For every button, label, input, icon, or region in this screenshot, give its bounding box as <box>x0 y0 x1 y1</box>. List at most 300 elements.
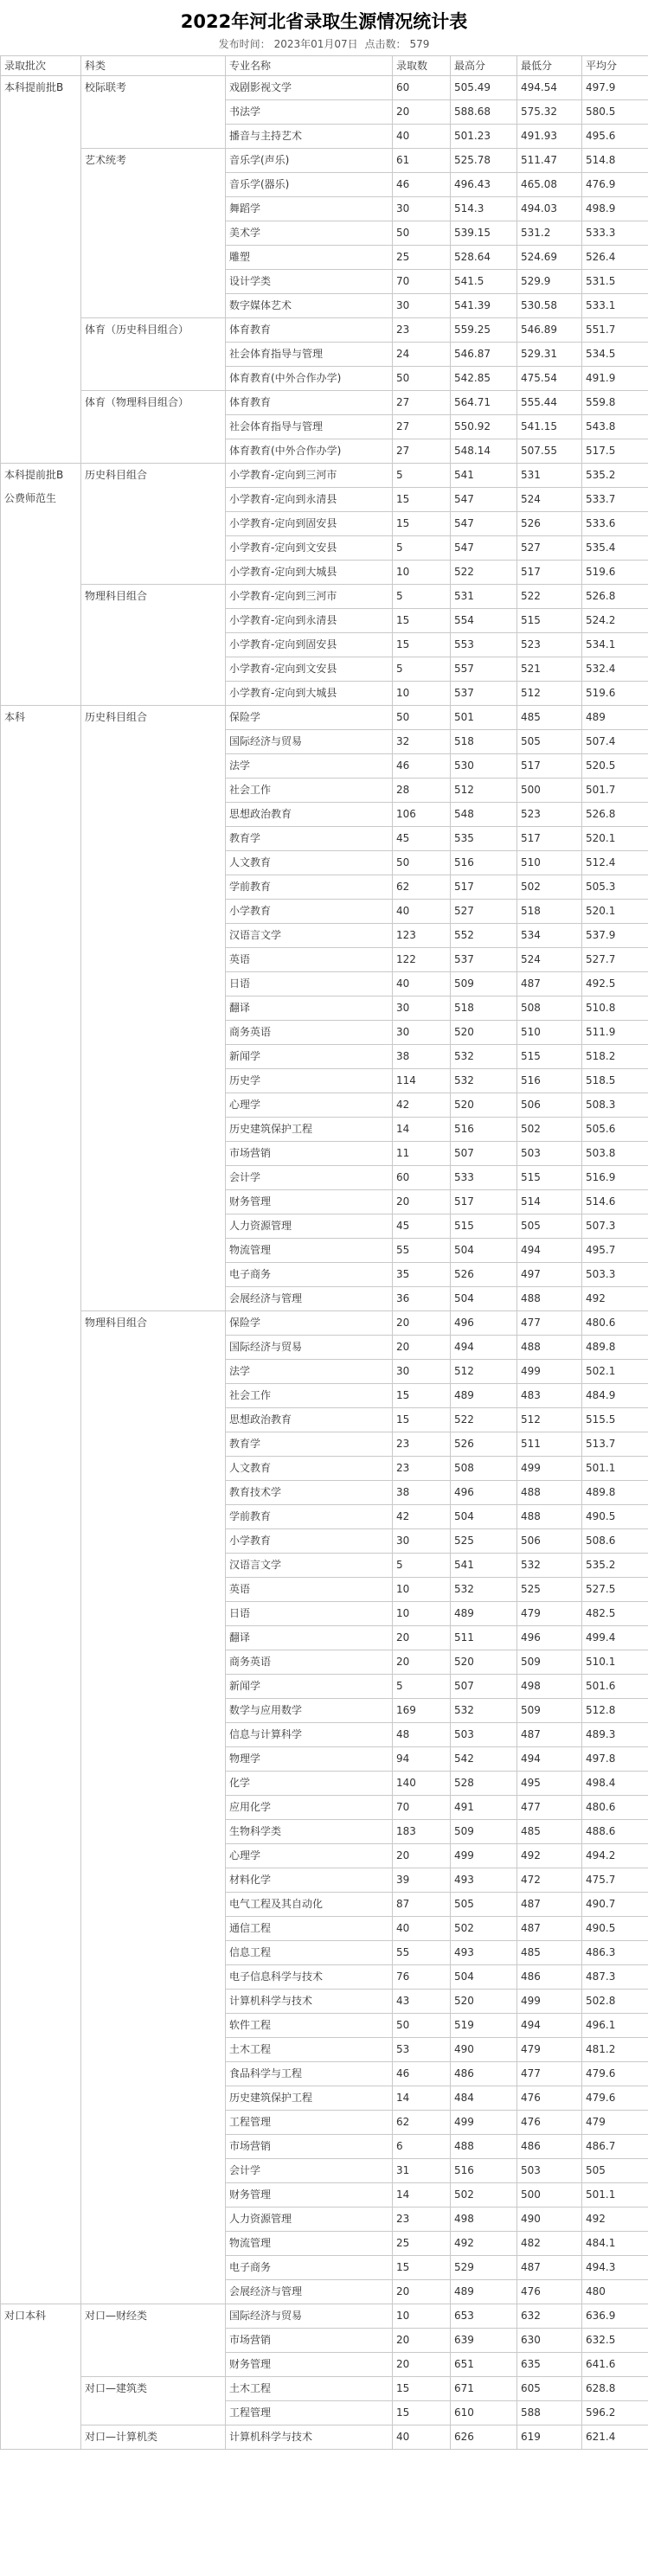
major-cell: 工程管理 <box>226 2401 393 2425</box>
min-score-cell: 503 <box>517 1142 582 1166</box>
avg-score-cell: 492.5 <box>582 972 648 996</box>
max-score-cell: 519 <box>451 2014 517 2038</box>
category-cell: 体育（物理科目组合） <box>81 391 226 464</box>
major-cell: 小学教育-定向到大城县 <box>226 682 393 706</box>
admitted-cell: 40 <box>393 1917 451 1941</box>
major-cell: 国际经济与贸易 <box>226 2304 393 2329</box>
max-score-cell: 610 <box>451 2401 517 2425</box>
max-score-cell: 550.92 <box>451 415 517 439</box>
major-cell: 体育教育 <box>226 391 393 415</box>
batch-cell: 本科提前批B <box>1 76 81 464</box>
major-cell: 食品科学与工程 <box>226 2062 393 2086</box>
min-score-cell: 510 <box>517 851 582 875</box>
avg-score-cell: 520.1 <box>582 827 648 851</box>
max-score-cell: 526 <box>451 1263 517 1287</box>
major-cell: 人力资源管理 <box>226 2208 393 2232</box>
admitted-cell: 10 <box>393 682 451 706</box>
min-score-cell: 494 <box>517 1747 582 1772</box>
major-cell: 小学教育-定向到三河市 <box>226 585 393 609</box>
max-score-cell: 518 <box>451 996 517 1021</box>
major-cell: 翻译 <box>226 996 393 1021</box>
major-cell: 物流管理 <box>226 1239 393 1263</box>
major-cell: 新闻学 <box>226 1675 393 1699</box>
min-score-cell: 524 <box>517 488 582 512</box>
max-score-cell: 559.25 <box>451 318 517 343</box>
avg-score-cell: 526.8 <box>582 803 648 827</box>
page-title: 2022年河北省录取生源情况统计表 <box>180 11 468 32</box>
max-score-cell: 564.71 <box>451 391 517 415</box>
min-score-cell: 509 <box>517 1650 582 1675</box>
major-cell: 商务英语 <box>226 1650 393 1675</box>
min-score-cell: 514 <box>517 1190 582 1214</box>
min-score-cell: 529.31 <box>517 343 582 367</box>
admitted-cell: 60 <box>393 76 451 100</box>
avg-score-cell: 515.5 <box>582 1408 648 1432</box>
major-cell: 市场营销 <box>226 1142 393 1166</box>
min-score-cell: 487 <box>517 1893 582 1917</box>
max-score-cell: 489 <box>451 1384 517 1408</box>
min-score-cell: 527 <box>517 536 582 561</box>
max-score-cell: 498 <box>451 2208 517 2232</box>
major-cell: 信息工程 <box>226 1941 393 1965</box>
major-cell: 应用化学 <box>226 1796 393 1820</box>
min-score-cell: 498 <box>517 1675 582 1699</box>
avg-score-cell: 636.9 <box>582 2304 648 2329</box>
admitted-cell: 23 <box>393 1432 451 1457</box>
avg-score-cell: 505.3 <box>582 875 648 900</box>
admitted-cell: 20 <box>393 1336 451 1360</box>
major-cell: 小学教育-定向到固安县 <box>226 512 393 536</box>
min-score-cell: 477 <box>517 1311 582 1336</box>
admitted-cell: 27 <box>393 415 451 439</box>
views-count: 579 <box>409 38 430 50</box>
admitted-cell: 27 <box>393 439 451 464</box>
admitted-cell: 38 <box>393 1045 451 1069</box>
major-cell: 生物科学类 <box>226 1820 393 1844</box>
major-cell: 思想政治教育 <box>226 1408 393 1432</box>
major-cell: 英语 <box>226 948 393 972</box>
admitted-cell: 40 <box>393 972 451 996</box>
admitted-cell: 20 <box>393 2329 451 2353</box>
max-score-cell: 537 <box>451 682 517 706</box>
avg-score-cell: 479 <box>582 2111 648 2135</box>
admitted-cell: 94 <box>393 1747 451 1772</box>
min-score-cell: 523 <box>517 803 582 827</box>
major-cell: 小学教育 <box>226 900 393 924</box>
max-score-cell: 502 <box>451 1917 517 1941</box>
major-cell: 新闻学 <box>226 1045 393 1069</box>
admitted-cell: 46 <box>393 173 451 197</box>
major-cell: 翻译 <box>226 1626 393 1650</box>
admitted-cell: 6 <box>393 2135 451 2159</box>
max-score-cell: 512 <box>451 1360 517 1384</box>
avg-score-cell: 527.5 <box>582 1578 648 1602</box>
avg-score-cell: 502.1 <box>582 1360 648 1384</box>
admitted-cell: 5 <box>393 1554 451 1578</box>
avg-score-cell: 494.3 <box>582 2256 648 2280</box>
max-score-cell: 547 <box>451 512 517 536</box>
major-cell: 舞蹈学 <box>226 197 393 221</box>
avg-score-cell: 512.4 <box>582 851 648 875</box>
admitted-cell: 70 <box>393 270 451 294</box>
major-cell: 法学 <box>226 754 393 779</box>
admitted-cell: 20 <box>393 1844 451 1868</box>
min-score-cell: 506 <box>517 1093 582 1118</box>
max-score-cell: 503 <box>451 1723 517 1747</box>
max-score-cell: 504 <box>451 1505 517 1529</box>
max-score-cell: 490 <box>451 2038 517 2062</box>
avg-score-cell: 499.4 <box>582 1626 648 1650</box>
category-cell: 历史科目组合 <box>81 706 226 1311</box>
avg-score-cell: 527.7 <box>582 948 648 972</box>
major-cell: 学前教育 <box>226 1505 393 1529</box>
major-cell: 体育教育(中外合作办学) <box>226 439 393 464</box>
major-cell: 日语 <box>226 1602 393 1626</box>
major-cell: 小学教育-定向到永清县 <box>226 609 393 633</box>
major-cell: 社会工作 <box>226 1384 393 1408</box>
major-cell: 保险学 <box>226 1311 393 1336</box>
major-cell: 法学 <box>226 1360 393 1384</box>
max-score-cell: 548 <box>451 803 517 827</box>
admitted-cell: 36 <box>393 1287 451 1311</box>
min-score-cell: 605 <box>517 2377 582 2401</box>
avg-score-cell: 497.9 <box>582 76 648 100</box>
min-score-cell: 492 <box>517 1844 582 1868</box>
min-score-cell: 515 <box>517 1166 582 1190</box>
min-score-cell: 485 <box>517 1941 582 1965</box>
avg-score-cell: 490.5 <box>582 1505 648 1529</box>
min-score-cell: 500 <box>517 2183 582 2208</box>
major-cell: 电子信息科学与技术 <box>226 1965 393 1990</box>
table-row <box>1 1311 648 1336</box>
major-cell: 数学与应用数学 <box>226 1699 393 1723</box>
min-score-cell: 517 <box>517 754 582 779</box>
major-cell: 财务管理 <box>226 1190 393 1214</box>
major-cell: 教育技术学 <box>226 1481 393 1505</box>
admitted-cell: 15 <box>393 2377 451 2401</box>
max-score-cell: 489 <box>451 2280 517 2304</box>
major-cell: 小学教育-定向到永清县 <box>226 488 393 512</box>
admitted-cell: 114 <box>393 1069 451 1093</box>
admitted-cell: 11 <box>393 1142 451 1166</box>
min-score-cell: 488 <box>517 1287 582 1311</box>
admitted-cell: 5 <box>393 657 451 682</box>
max-score-cell: 541.5 <box>451 270 517 294</box>
major-cell: 体育教育(中外合作办学) <box>226 367 393 391</box>
table-row <box>1 706 648 730</box>
avg-score-cell: 524.2 <box>582 609 648 633</box>
admitted-cell: 15 <box>393 2401 451 2425</box>
admitted-cell: 30 <box>393 1021 451 1045</box>
major-cell: 人文教育 <box>226 851 393 875</box>
min-score-cell: 490 <box>517 2208 582 2232</box>
avg-score-cell: 534.5 <box>582 343 648 367</box>
min-score-cell: 488 <box>517 1505 582 1529</box>
max-score-cell: 496 <box>451 1311 517 1336</box>
avg-score-cell: 479.6 <box>582 2062 648 2086</box>
avg-score-cell: 503.8 <box>582 1142 648 1166</box>
max-score-cell: 539.15 <box>451 221 517 246</box>
major-cell: 商务英语 <box>226 1021 393 1045</box>
avg-score-cell: 492 <box>582 2208 648 2232</box>
major-cell: 小学教育-定向到固安县 <box>226 633 393 657</box>
category-cell: 对口—建筑类 <box>81 2377 226 2425</box>
major-cell: 播音与主持艺术 <box>226 125 393 149</box>
avg-score-cell: 489 <box>582 706 648 730</box>
min-score-cell: 517 <box>517 561 582 585</box>
avg-score-cell: 507.3 <box>582 1214 648 1239</box>
admitted-cell: 23 <box>393 1457 451 1481</box>
admitted-cell: 15 <box>393 488 451 512</box>
min-score-cell: 485 <box>517 706 582 730</box>
admitted-cell: 76 <box>393 1965 451 1990</box>
admitted-cell: 42 <box>393 1093 451 1118</box>
admitted-cell: 53 <box>393 2038 451 2062</box>
max-score-cell: 532 <box>451 1045 517 1069</box>
major-cell: 电子商务 <box>226 2256 393 2280</box>
avg-score-cell: 533.6 <box>582 512 648 536</box>
table-row <box>1 585 648 609</box>
major-cell: 历史建筑保护工程 <box>226 1118 393 1142</box>
min-score-cell: 541.15 <box>517 415 582 439</box>
min-score-cell: 477 <box>517 2062 582 2086</box>
major-cell: 社会体育指导与管理 <box>226 415 393 439</box>
max-score-cell: 496 <box>451 1481 517 1505</box>
avg-score-cell: 535.2 <box>582 464 648 488</box>
avg-score-cell: 531.5 <box>582 270 648 294</box>
max-score-cell: 554 <box>451 609 517 633</box>
major-cell: 国际经济与贸易 <box>226 1336 393 1360</box>
max-score-cell: 671 <box>451 2377 517 2401</box>
min-score-cell: 486 <box>517 2135 582 2159</box>
category-cell: 对口—财经类 <box>81 2304 226 2377</box>
batch-cell: 本科 <box>1 706 81 2304</box>
major-cell: 人力资源管理 <box>226 1214 393 1239</box>
major-cell: 电气工程及其自动化 <box>226 1893 393 1917</box>
admitted-cell: 20 <box>393 1626 451 1650</box>
major-cell: 物理学 <box>226 1747 393 1772</box>
max-score-cell: 512 <box>451 779 517 803</box>
max-score-cell: 522 <box>451 1408 517 1432</box>
admitted-cell: 50 <box>393 2014 451 2038</box>
major-cell: 社会工作 <box>226 779 393 803</box>
admitted-cell: 40 <box>393 2425 451 2450</box>
min-score-cell: 486 <box>517 1965 582 1990</box>
avg-score-cell: 488.6 <box>582 1820 648 1844</box>
major-cell: 国际经济与贸易 <box>226 730 393 754</box>
major-cell: 设计学类 <box>226 270 393 294</box>
min-score-cell: 491.93 <box>517 125 582 149</box>
avg-score-cell: 505 <box>582 2159 648 2183</box>
avg-score-cell: 533.3 <box>582 221 648 246</box>
avg-score-cell: 535.4 <box>582 536 648 561</box>
major-cell: 数字媒体艺术 <box>226 294 393 318</box>
min-score-cell: 529.9 <box>517 270 582 294</box>
max-score-cell: 525 <box>451 1529 517 1554</box>
avg-score-cell: 489.8 <box>582 1481 648 1505</box>
admitted-cell: 10 <box>393 2304 451 2329</box>
admitted-cell: 50 <box>393 221 451 246</box>
max-score-cell: 525.78 <box>451 149 517 173</box>
table-row <box>1 2377 648 2401</box>
major-cell: 小学教育-定向到三河市 <box>226 464 393 488</box>
admitted-cell: 15 <box>393 512 451 536</box>
category-cell: 物理科目组合 <box>81 1311 226 2304</box>
major-cell: 汉语言文学 <box>226 1554 393 1578</box>
admitted-cell: 20 <box>393 2353 451 2377</box>
avg-score-cell: 476.9 <box>582 173 648 197</box>
admitted-cell: 30 <box>393 1529 451 1554</box>
max-score-cell: 653 <box>451 2304 517 2329</box>
max-score-cell: 552 <box>451 924 517 948</box>
admitted-cell: 40 <box>393 900 451 924</box>
max-score-cell: 507 <box>451 1675 517 1699</box>
major-cell: 会展经济与管理 <box>226 2280 393 2304</box>
major-cell: 思想政治教育 <box>226 803 393 827</box>
batch-cell: 本科提前批B 公费师范生 <box>1 464 81 706</box>
avg-score-cell: 510.1 <box>582 1650 648 1675</box>
min-score-cell: 507.55 <box>517 439 582 464</box>
major-cell: 历史建筑保护工程 <box>226 2086 393 2111</box>
avg-score-cell: 480 <box>582 2280 648 2304</box>
max-score-cell: 626 <box>451 2425 517 2450</box>
admitted-cell: 10 <box>393 1578 451 1602</box>
admitted-cell: 87 <box>393 1893 451 1917</box>
admitted-cell: 35 <box>393 1263 451 1287</box>
major-cell: 美术学 <box>226 221 393 246</box>
major-cell: 音乐学(声乐) <box>226 149 393 173</box>
major-cell: 心理学 <box>226 1844 393 1868</box>
min-score-cell: 505 <box>517 1214 582 1239</box>
admitted-cell: 61 <box>393 149 451 173</box>
major-cell: 土木工程 <box>226 2377 393 2401</box>
min-score-cell: 487 <box>517 1917 582 1941</box>
admitted-cell: 169 <box>393 1699 451 1723</box>
admitted-cell: 43 <box>393 1990 451 2014</box>
major-cell: 历史学 <box>226 1069 393 1093</box>
max-score-cell: 515 <box>451 1214 517 1239</box>
major-cell: 市场营销 <box>226 2135 393 2159</box>
max-score-cell: 499 <box>451 2111 517 2135</box>
admitted-cell: 46 <box>393 2062 451 2086</box>
max-score-cell: 504 <box>451 1965 517 1990</box>
avg-score-cell: 520.1 <box>582 900 648 924</box>
min-score-cell: 502 <box>517 1118 582 1142</box>
admitted-cell: 24 <box>393 343 451 367</box>
min-score-cell: 488 <box>517 1336 582 1360</box>
admitted-cell: 50 <box>393 851 451 875</box>
avg-score-cell: 489.3 <box>582 1723 648 1747</box>
min-score-cell: 523 <box>517 633 582 657</box>
publish-date: 2023年01月07日 <box>273 38 358 50</box>
max-score-cell: 532 <box>451 1699 517 1723</box>
min-score-cell: 505 <box>517 730 582 754</box>
min-score-cell: 555.44 <box>517 391 582 415</box>
max-score-cell: 517 <box>451 875 517 900</box>
avg-score-cell: 486.3 <box>582 1941 648 1965</box>
min-score-cell: 502 <box>517 875 582 900</box>
min-score-cell: 521 <box>517 657 582 682</box>
min-score-cell: 485 <box>517 1820 582 1844</box>
major-cell: 市场营销 <box>226 2329 393 2353</box>
header-min-score: 最低分 <box>517 56 582 76</box>
admission-table <box>0 55 648 2450</box>
min-score-cell: 635 <box>517 2353 582 2377</box>
max-score-cell: 504 <box>451 1239 517 1263</box>
major-cell: 教育学 <box>226 827 393 851</box>
min-score-cell: 499 <box>517 1457 582 1481</box>
max-score-cell: 516 <box>451 2159 517 2183</box>
batch-cell: 对口本科 <box>1 2304 81 2450</box>
admitted-cell: 23 <box>393 2208 451 2232</box>
min-score-cell: 500 <box>517 779 582 803</box>
min-score-cell: 515 <box>517 1045 582 1069</box>
min-score-cell: 472 <box>517 1868 582 1893</box>
max-score-cell: 651 <box>451 2353 517 2377</box>
max-score-cell: 514.3 <box>451 197 517 221</box>
admitted-cell: 14 <box>393 2183 451 2208</box>
max-score-cell: 533 <box>451 1166 517 1190</box>
max-score-cell: 547 <box>451 536 517 561</box>
min-score-cell: 476 <box>517 2086 582 2111</box>
admitted-cell: 28 <box>393 779 451 803</box>
max-score-cell: 509 <box>451 1820 517 1844</box>
table-row <box>1 464 648 488</box>
max-score-cell: 546.87 <box>451 343 517 367</box>
avg-score-cell: 519.6 <box>582 682 648 706</box>
avg-score-cell: 494.2 <box>582 1844 648 1868</box>
avg-score-cell: 481.2 <box>582 2038 648 2062</box>
avg-score-cell: 580.5 <box>582 100 648 125</box>
max-score-cell: 493 <box>451 1941 517 1965</box>
max-score-cell: 541.39 <box>451 294 517 318</box>
max-score-cell: 505.49 <box>451 76 517 100</box>
max-score-cell: 508 <box>451 1457 517 1481</box>
category-cell: 体育（历史科目组合） <box>81 318 226 391</box>
major-cell: 计算机科学与技术 <box>226 2425 393 2450</box>
max-score-cell: 516 <box>451 1118 517 1142</box>
avg-score-cell: 533.1 <box>582 294 648 318</box>
max-score-cell: 531 <box>451 585 517 609</box>
admitted-cell: 123 <box>393 924 451 948</box>
max-score-cell: 486 <box>451 2062 517 2086</box>
major-cell: 工程管理 <box>226 2111 393 2135</box>
admitted-cell: 20 <box>393 1311 451 1336</box>
table-body <box>1 76 648 2450</box>
avg-score-cell: 516.9 <box>582 1166 648 1190</box>
avg-score-cell: 497.8 <box>582 1747 648 1772</box>
major-cell: 会计学 <box>226 1166 393 1190</box>
min-score-cell: 619 <box>517 2425 582 2450</box>
max-score-cell: 511 <box>451 1626 517 1650</box>
avg-score-cell: 632.5 <box>582 2329 648 2353</box>
max-score-cell: 530 <box>451 754 517 779</box>
min-score-cell: 632 <box>517 2304 582 2329</box>
min-score-cell: 575.32 <box>517 100 582 125</box>
avg-score-cell: 508.6 <box>582 1529 648 1554</box>
min-score-cell: 630 <box>517 2329 582 2353</box>
admitted-cell: 25 <box>393 2232 451 2256</box>
avg-score-cell: 498.4 <box>582 1772 648 1796</box>
admitted-cell: 39 <box>393 1868 451 1893</box>
avg-score-cell: 534.1 <box>582 633 648 657</box>
table-row <box>1 2304 648 2329</box>
min-score-cell: 482 <box>517 2232 582 2256</box>
max-score-cell: 548.14 <box>451 439 517 464</box>
avg-score-cell: 621.4 <box>582 2425 648 2450</box>
max-score-cell: 522 <box>451 561 517 585</box>
max-score-cell: 541 <box>451 464 517 488</box>
